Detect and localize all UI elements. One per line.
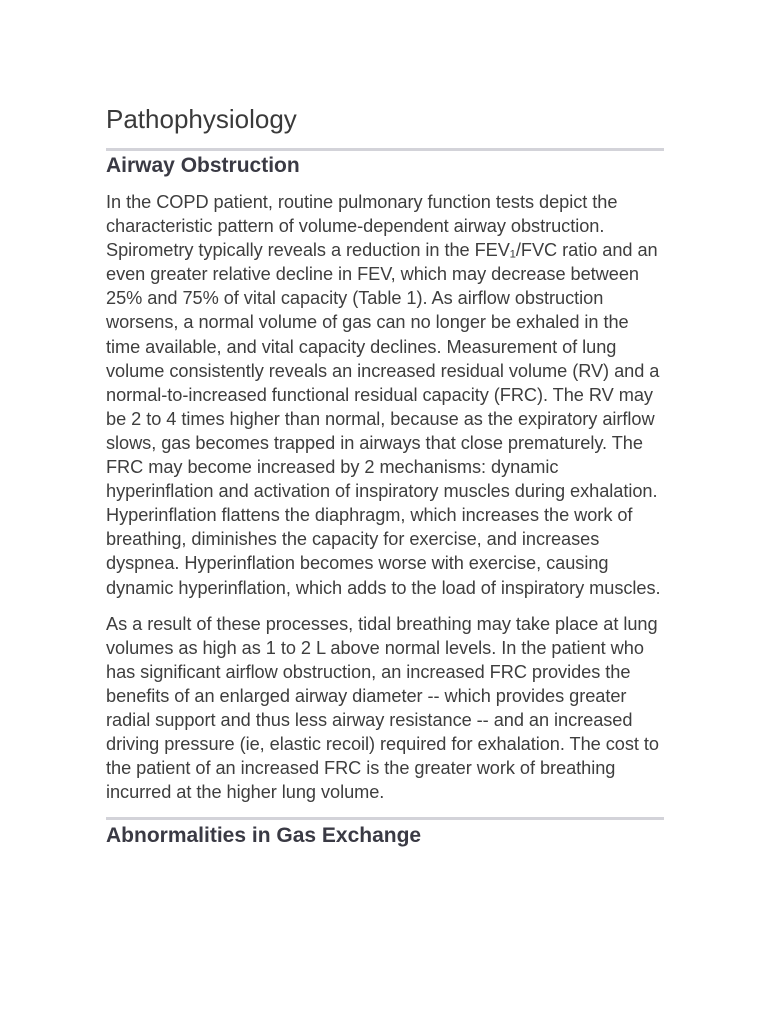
section-heading-airway-obstruction: Airway Obstruction (106, 154, 300, 177)
document-page (106, 100, 664, 850)
paragraph-airway-obstruction-1: In the COPD patient, routine pulmonary function tests depict the characteristic pattern of volume-dependent airway obstruction. Spirometry typically reveals a reduction in the FEV₁/FVC ratio and an even greater relative decline in FEV, which may decrease between 25% and 75% of vital capacity (Table 1). As airflow obstruction worsens, a normal volume of gas can no longer be exhaled in the time available, and vital capacity declines. Measurement of lung volume consistently reveals an increased residual volume (RV) and a normal-to-increased functional residual capacity (FRC). The RV may be 2 to 4 times higher than normal, because as the expiratory airflow slows, gas becomes trapped in airways that close prematurely. The FRC may become increased by 2 mechanisms: dynamic hyperinflation and activation of inspiratory muscles during exhalation. Hyperinflation flattens the diaphragm, which increases the work of breathing, diminishes the capacity for exercise, and increases dyspnea. Hyperinflation becomes worse with exercise, causing dynamic hyperinflation, which adds to the load of inspiratory muscles. (106, 192, 661, 598)
paragraph-airway-obstruction-2: As a result of these processes, tidal breathing may take place at lung volumes as high as 1 to 2 L above normal levels. In the patient who has significant airflow obstruction, an increased FRC provides the benefits of an enlarged airway diameter -- which provides greater radial support and thus less airway resistance -- and an increased driving pressure (ie, elastic recoil) required for exhalation. The cost to the patient of an increased FRC is the greater work of breathing incurred at the higher lung volume. (106, 613, 659, 803)
section-heading-gas-exchange: Abnormalities in Gas Exchange (106, 824, 422, 848)
page-title: Pathophysiology (106, 100, 664, 151)
section-divider (106, 817, 664, 820)
